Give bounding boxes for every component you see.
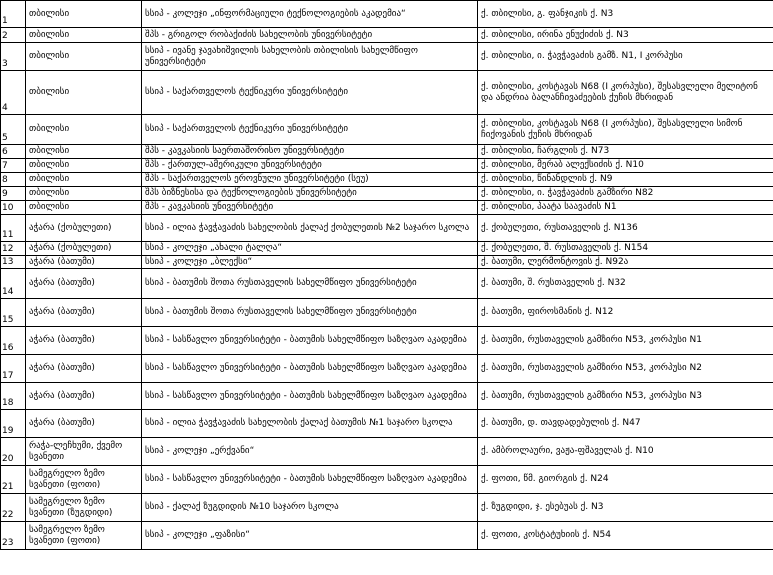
address-cell: ქ. თბილისი, მერაბ ალექსიძის ქ. N10: [478, 159, 773, 173]
region-cell: აჭარა (ბათუმი): [26, 299, 142, 327]
institution-cell: სსიპ - ილია ჭავჭავაძის სახელობის ქალაქ ქობულეთის №2 საჯარო სკოლა: [142, 215, 478, 242]
address-cell: ქ. თბილისი, ი. ჭავჭავაძის გამზ. N1, I კორპუსი: [478, 43, 773, 71]
row-number: 6: [1, 145, 26, 159]
address-cell: ქ. ქობულეთი, რუსთაველის ქ. N136: [478, 215, 773, 242]
table-row: [1, 242, 773, 256]
region-cell: რაჭა-ლეჩხუმი, ქვემო სვანეთი: [26, 438, 142, 466]
institution-cell: სსიპ - სასწავლო უნივერსიტეტი - ბათუმის სახელმწიფო საზღვაო აკადემია: [142, 383, 478, 410]
institution-cell: შპს - საქართველოს ეროვნული უნივერსიტეტი (სეუ): [142, 173, 478, 187]
table-row: [1, 269, 773, 299]
institution-cell: შპს - კავკასიის საერთაშორისო უნივერსიტეტი: [142, 145, 478, 159]
address-cell: ქ. ფოთი, კოსტატუხიის ქ. N54: [478, 522, 773, 550]
region-cell: აჭარა (ბათუმი): [26, 383, 142, 410]
institution-cell: სსიპ - სასწავლო უნივერსიტეტი - ბათუმის სახელმწიფო საზღვაო აკადემია: [142, 327, 478, 355]
institution-cell: სსიპ - კოლეჯი „ახალი ტალღა“: [142, 242, 478, 256]
address-cell: ქ. ქობულეთი, შ. რუსთაველის ქ. N154: [478, 242, 773, 256]
table-row: [1, 355, 773, 383]
row-number: 16: [1, 327, 26, 355]
row-number: 11: [1, 215, 26, 242]
table-row: [1, 43, 773, 71]
institution-cell: სსიპ - სასწავლო უნივერსიტეტი - ბათუმის სახელმწიფო საზღვაო აკადემია: [142, 466, 478, 494]
table-row: [1, 494, 773, 522]
region-cell: აჭარა (ბათუმი): [26, 410, 142, 438]
institution-cell: შპს ბიზნესისა და ტექნოლოგიების უნივერსიტეტი: [142, 187, 478, 201]
table-row: [1, 256, 773, 269]
region-cell: თბილისი: [26, 28, 142, 43]
row-number: 22: [1, 494, 26, 522]
address-cell: ქ. თბილისი, წინანდლის ქ. N9: [478, 173, 773, 187]
region-cell: თბილისი: [26, 173, 142, 187]
row-number: 7: [1, 159, 26, 173]
address-cell: ქ. ბათუმი, ლერმონტოვის ქ. N92ა: [478, 256, 773, 269]
table-row: [1, 1, 773, 28]
table-row: [1, 383, 773, 410]
table-row: [1, 438, 773, 466]
region-cell: აჭარა (ქობულეთი): [26, 215, 142, 242]
table-row: [1, 159, 773, 173]
table-row: [1, 115, 773, 145]
table-row: [1, 201, 773, 215]
region-cell: თბილისი: [26, 43, 142, 71]
institution-cell: სსიპ - სასწავლო უნივერსიტეტი - ბათუმის სახელმწიფო საზღვაო აკადემია: [142, 355, 478, 383]
institution-cell: სსიპ - საქართველოს ტექნიკური უნივერსიტეტი: [142, 71, 478, 115]
row-number: 21: [1, 466, 26, 494]
region-cell: სამეგრელო ზემო სვანეთი (ფოთი): [26, 466, 142, 494]
institution-cell: შპს - ქართულ-ამერიკული უნივერსიტეტი: [142, 159, 478, 173]
row-number: 12: [1, 242, 26, 256]
row-number: 5: [1, 115, 26, 145]
row-number: 10: [1, 201, 26, 215]
row-number: 13: [1, 256, 26, 269]
region-cell: თბილისი: [26, 71, 142, 115]
institution-cell: სსიპ - ქალაქ ზუგდიდის №10 საჯარო სკოლა: [142, 494, 478, 522]
table-row: [1, 28, 773, 43]
address-cell: ქ. ბათუმი, ფიროსმანის ქ. N12: [478, 299, 773, 327]
table-row: [1, 215, 773, 242]
row-number: 18: [1, 383, 26, 410]
address-cell: ქ. თბილისი, ი. ჭავჭავაძის გამზირი N82: [478, 187, 773, 201]
region-cell: აჭარა (ქობულეთი): [26, 242, 142, 256]
institution-cell: სსიპ - კოლეჯი „ერქვანი“: [142, 438, 478, 466]
address-cell: ქ. თბილისი, გ. ფანჯიკის ქ. N3: [478, 1, 773, 28]
table-row: [1, 173, 773, 187]
row-number: 4: [1, 71, 26, 115]
address-cell: ქ. ფოთი, წმ. გიორგის ქ. N24: [478, 466, 773, 494]
region-cell: სამეგრელო ზემო სვანეთი (ზუგდიდი): [26, 494, 142, 522]
address-cell: ქ. თბილისი, ჩარგლის ქ. N73: [478, 145, 773, 159]
institution-cell: სსიპ - საქართველოს ტექნიკური უნივერსიტეტი: [142, 115, 478, 145]
row-number: 2: [1, 28, 26, 43]
region-cell: თბილისი: [26, 1, 142, 28]
address-cell: ქ. ბათუმი, შ. რუსთაველის ქ. N32: [478, 269, 773, 299]
address-cell: ქ. ამბროლაური, ვაჟა-ფშაველას ქ. N10: [478, 438, 773, 466]
region-cell: აჭარა (ბათუმი): [26, 355, 142, 383]
row-number: 14: [1, 269, 26, 299]
row-number: 19: [1, 410, 26, 438]
address-cell: ქ. თბილისი, კოსტავას N68 (I კორპუსი), შესასვლელი მელიტონ და ანდრია ბალანჩივაძეების ქუჩის მხრიდან: [478, 71, 773, 115]
table-row: [1, 71, 773, 115]
institution-cell: შპს - გრიგოლ რობაქიძის სახელობის უნივერსიტეტი: [142, 28, 478, 43]
region-cell: აჭარა (ბათუმი): [26, 269, 142, 299]
institution-cell: სსიპ - ბათუმის შოთა რუსთაველის სახელმწიფო უნივერსიტეტი: [142, 269, 478, 299]
region-cell: სამეგრელო ზემო სვანეთი (ფოთი): [26, 522, 142, 550]
address-cell: ქ. თბილისი, პაატა საავაძის N1: [478, 201, 773, 215]
institution-cell: სსიპ - კოლეჯი „ფაზისი“: [142, 522, 478, 550]
table-row: [1, 466, 773, 494]
row-number: 9: [1, 187, 26, 201]
region-cell: თბილისი: [26, 115, 142, 145]
address-cell: ქ. ზუგდიდი, ჯ. ესებუას ქ. N3: [478, 494, 773, 522]
address-cell: ქ. ბათუმი, რუსთაველის გამზირი N53, კორპუსი N1: [478, 327, 773, 355]
institution-cell: სსიპ - ბათუმის შოთა რუსთაველის სახელმწიფო უნივერსიტეტი: [142, 299, 478, 327]
table-row: [1, 522, 773, 550]
institution-cell: შპს - კავკასიის უნივერსიტეტი: [142, 201, 478, 215]
address-cell: ქ. ბათუმი, დ. თავდადებულის ქ. N47: [478, 410, 773, 438]
address-cell: ქ. ბათუმი, რუსთაველის გამზირი N53, კორპუსი N2: [478, 355, 773, 383]
table-row: [1, 299, 773, 327]
row-number: 17: [1, 355, 26, 383]
region-cell: თბილისი: [26, 187, 142, 201]
row-number: 1: [1, 1, 26, 28]
table-row: [1, 327, 773, 355]
region-cell: თბილისი: [26, 145, 142, 159]
row-number: 15: [1, 299, 26, 327]
institution-cell: სსიპ - კოლეჯი „ბლექსი“: [142, 256, 478, 269]
region-cell: თბილისი: [26, 159, 142, 173]
address-cell: ქ. თბილისი, კოსტავას N68 (I კორპუსი), შესასვლელი სიმონ ჩიქოვანის ქუჩის მხრიდან: [478, 115, 773, 145]
row-number: 20: [1, 438, 26, 466]
address-cell: ქ. ბათუმი, რუსთაველის გამზირი N53, კორპუსი N3: [478, 383, 773, 410]
row-number: 23: [1, 522, 26, 550]
region-cell: აჭარა (ბათუმი): [26, 327, 142, 355]
region-cell: აჭარა (ბათუმი): [26, 256, 142, 269]
row-number: 3: [1, 43, 26, 71]
region-cell: თბილისი: [26, 201, 142, 215]
row-number: 8: [1, 173, 26, 187]
institution-cell: სსიპ - კოლეჯი „ინფორმაციული ტექნოლოგიების აკადემია“: [142, 1, 478, 28]
address-cell: ქ. თბილისი, ირინა ენუქიძის ქ. N3: [478, 28, 773, 43]
table-row: [1, 145, 773, 159]
institution-cell: სსიპ - ივანე ჯავახიშვილის სახელობის თბილისის სახელმწიფო უნივერსიტეტი: [142, 43, 478, 71]
table-row: [1, 410, 773, 438]
institution-cell: სსიპ - ილია ჭავჭავაძის სახელობის ქალაქ ბათუმის №1 საჯარო სკოლა: [142, 410, 478, 438]
table-row: [1, 187, 773, 201]
